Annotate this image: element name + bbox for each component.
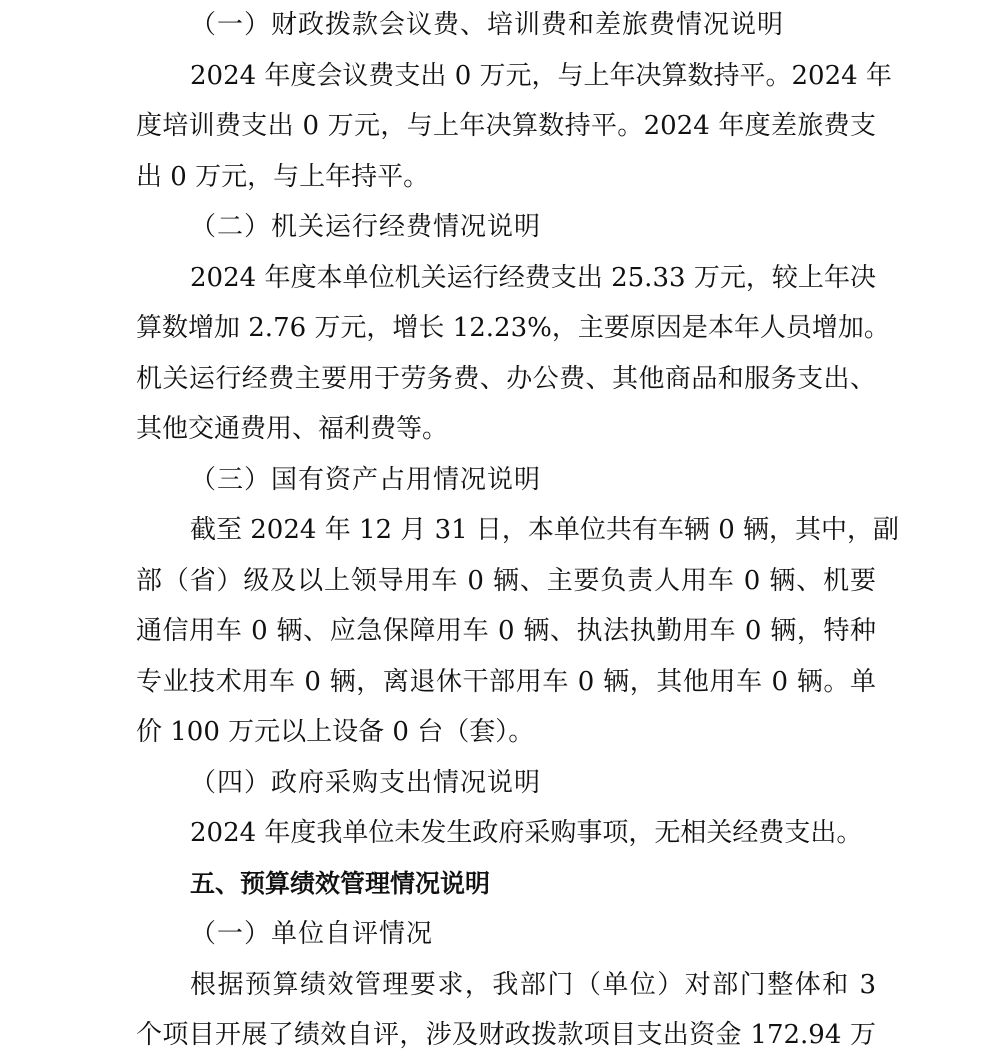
paragraph-line: 价 100 万元以上设备 0 台（套）。 <box>136 717 535 747</box>
paragraph-line: 根据预算绩效管理要求，我部门（单位）对部门整体和 3 <box>190 969 876 1000</box>
section-heading-procurement: （四）政府采购支出情况说明 <box>190 767 542 798</box>
paragraph-line: 截至 2024 年 12 月 31 日，本单位共有车辆 0 辆，其中，副 <box>190 515 899 545</box>
section-heading-self-evaluation: （一）单位自评情况 <box>190 919 434 949</box>
main-heading-performance-management: 五、预算绩效管理情况说明 <box>190 868 491 898</box>
section-heading-operating-funds: （二）机关运行经费情况说明 <box>190 212 542 242</box>
paragraph-line: 度培训费支出 0 万元，与上年决算数持平。2024 年度差旅费支 <box>136 111 876 141</box>
paragraph-line: 专业技术用车 0 辆，离退休干部用车 0 辆，其他用车 0 辆。单 <box>136 666 876 697</box>
paragraph-line: 机关运行经费主要用于劳务费、办公费、其他商品和服务支出、 <box>136 363 876 394</box>
section-heading-meeting-training-travel: （一）财政拨款会议费、培训费和差旅费情况说明 <box>190 10 785 40</box>
paragraph-line: 通信用车 0 辆、应急保障用车 0 辆、执法执勤用车 0 辆，特种 <box>136 616 876 646</box>
paragraph-line: 2024 年度我单位未发生政府采购事项，无相关经费支出。 <box>190 818 863 848</box>
section-heading-state-assets: （三）国有资产占用情况说明 <box>190 464 542 495</box>
document-page <box>136 0 899 1061</box>
paragraph-line: 部（省）级及以上领导用车 0 辆、主要负责人用车 0 辆、机要 <box>136 565 876 596</box>
paragraph-line: 个项目开展了绩效自评，涉及财政拨款项目支出资金 172.94 万 <box>136 1020 876 1050</box>
paragraph-line: 2024 年度本单位机关运行经费支出 25.33 万元，较上年决 <box>190 262 876 293</box>
paragraph-line: 算数增加 2.76 万元，增长 12.23%，主要原因是本年人员增加。 <box>136 313 890 343</box>
paragraph-line: 出 0 万元，与上年持平。 <box>136 161 430 192</box>
paragraph-line: 其他交通费用、福利费等。 <box>136 414 449 444</box>
paragraph-line: 2024 年度会议费支出 0 万元，与上年决算数持平。2024 年 <box>190 60 892 91</box>
